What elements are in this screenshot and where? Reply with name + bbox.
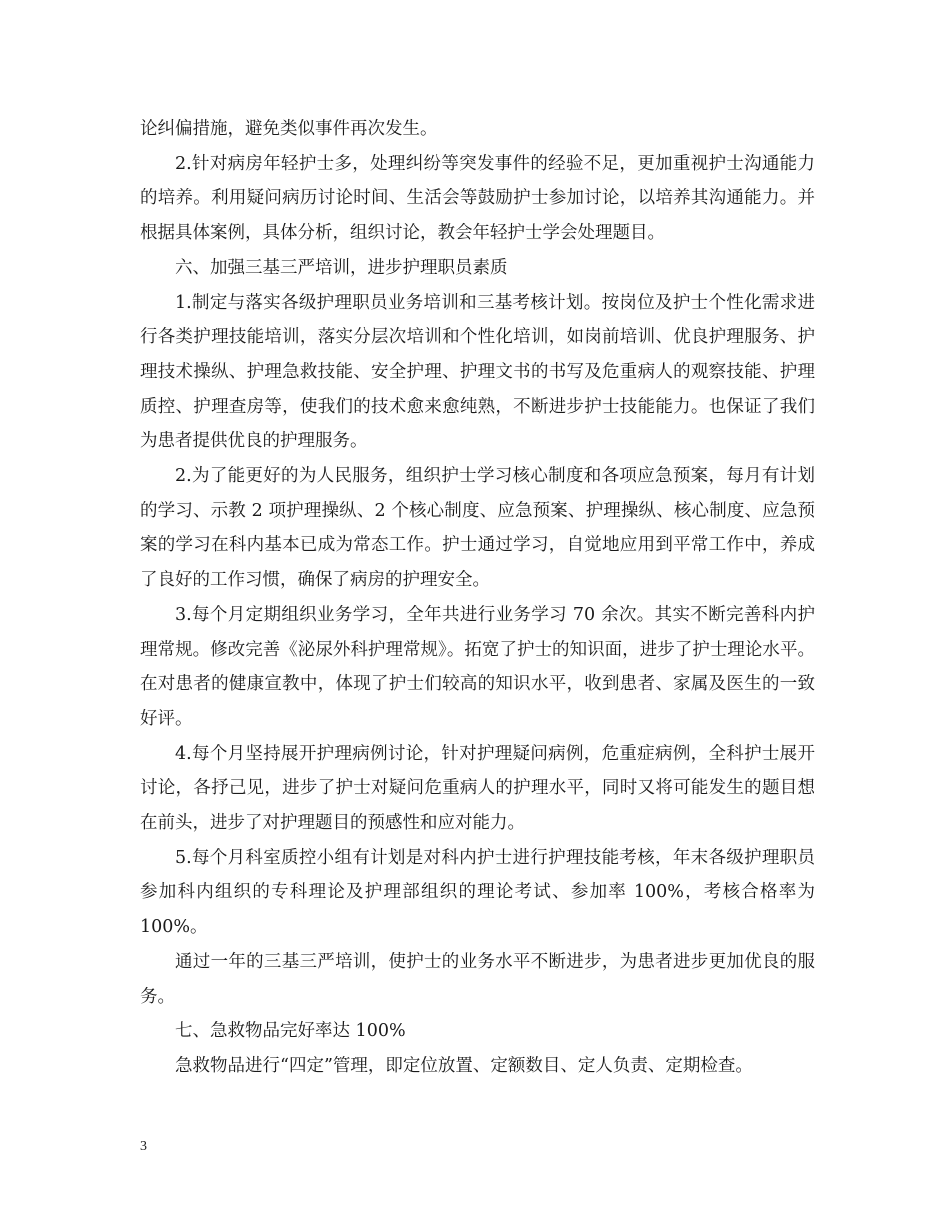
paragraph: 论纠偏措施，避免类似事件再次发生。 xyxy=(140,119,438,139)
paragraph: 急救物品进行“四定”管理，即定位放置、定额数目、定人负责、定期检查。 xyxy=(175,1055,753,1076)
paragraph: 2.为了能更好的为人民服务，组织护士学习核心制度和各项应急预案，每月有计划的学习、示教 2 项护理操纵、2 个核心制度、应急预案、护理操纵、核心制度、应急预案的学习在科内基本已成为常态工作。护士通过学习，自觉地应用到平常工作中，养成了良好的工作习惯，确保了病房的护理安全。 xyxy=(140,466,815,591)
paragraph: 通过一年的三基三严培训，使护士的业务水平不断进步，为患者进步更加优良的服务。 xyxy=(140,951,815,1007)
paragraph: 2.针对病房年轻护士多，处理纠纷等突发事件的经验不足，更加重视护士沟通能力的培养。利用疑问病历讨论时间、生活会等鼓励护士参加讨论，以培养其沟通能力。并根据具体案例，具体分析，组织讨论，教会年轻护士学会处理题目。 xyxy=(140,153,815,244)
section-heading: 六、加强三基三严培训，进步护理职员素质 xyxy=(175,257,508,278)
paragraph: 4.每个月坚持展开护理病例讨论，针对护理疑问病例，危重症病例，全科护士展开讨论，各抒己见，进步了护士对疑问危重病人的护理水平，同时又将可能发生的题目想在前头，进步了对护理题目的预感性和应对能力。 xyxy=(140,743,815,834)
paragraph: 5.每个月科室质控小组有计划是对科内护士进行护理技能考核，年末各级护理职员参加科内组织的专科理论及护理部组织的理论考试、参加率 100%，考核合格率为 100%。 xyxy=(140,847,815,938)
document-body xyxy=(140,112,815,1084)
paragraph: 3.每个月定期组织业务学习，全年共进行业务学习 70 余次。其实不断完善科内护理常规。修改完善《泌尿外科护理常规》。拓宽了护士的知识面，进步了护士理论水平。在对患者的健康宣教中，体现了护士们较高的知识水平，收到患者、家属及医生的一致好评。 xyxy=(140,604,815,729)
paragraph: 1.制定与落实各级护理职员业务培训和三基考核计划。按岗位及护士个性化需求进行各类护理技能培训，落实分层次培训和个性化培训，如岗前培训、优良护理服务、护理技术操纵、护理急救技能、安全护理、护理文书的书写及危重病人的观察技能、护理质控、护理查房等，使我们的技术愈来愈纯熟，不断进步护士技能能力。也保证了我们为患者提供优良的护理服务。 xyxy=(140,292,815,452)
section-heading: 七、急救物品完好率达 100% xyxy=(175,1021,406,1042)
page-number: 3 xyxy=(140,1139,147,1154)
